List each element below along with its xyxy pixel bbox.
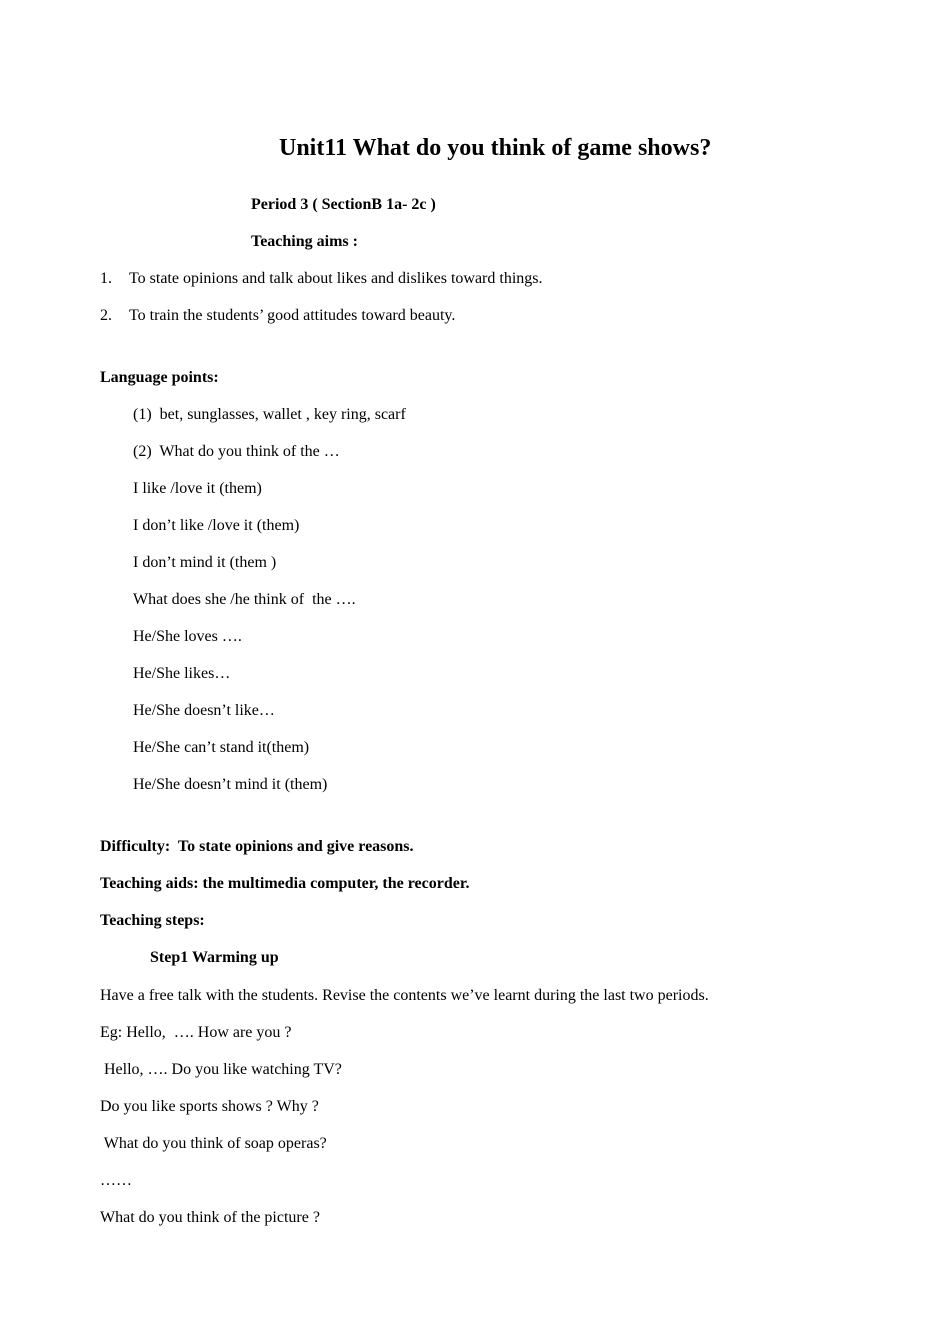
step1-line: Eg: Hello, …. How are you ? [100, 1024, 292, 1041]
language-points-heading: Language points: [100, 369, 219, 386]
language-point: He/She doesn’t like… [133, 702, 275, 719]
document-title: Unit11 What do you think of game shows? [279, 135, 712, 161]
language-point: (1) bet, sunglasses, wallet , key ring, scarf [133, 406, 406, 423]
step1-heading: Step1 Warming up [150, 949, 279, 966]
teaching-aims-heading: Teaching aims : [251, 233, 358, 250]
language-point: I don’t like /love it (them) [133, 517, 300, 534]
language-point: I don’t mind it (them ) [133, 554, 277, 571]
aim-item [100, 269, 543, 289]
teaching-aids: Teaching aids: the multimedia computer, the recorder. [100, 875, 470, 892]
aim-text: To state opinions and talk about likes and dislikes toward things. [129, 270, 543, 287]
step1-line: What do you think of soap operas? [100, 1135, 327, 1152]
step1-line: What do you think of the picture ? [100, 1209, 320, 1226]
teaching-steps-heading: Teaching steps: [100, 912, 205, 929]
step1-line: …… [100, 1172, 132, 1189]
language-point: He/She loves …. [133, 628, 242, 645]
language-point: He/She can’t stand it(them) [133, 739, 310, 756]
language-point: He/She likes… [133, 665, 231, 682]
step1-line: Have a free talk with the students. Revise the contents we’ve learnt during the last two periods. [100, 987, 709, 1004]
language-point: (2) What do you think of the … [133, 443, 340, 460]
period-heading: Period 3 ( SectionB 1a- 2c ) [251, 196, 436, 213]
language-point: What does she /he think of the …. [133, 591, 356, 608]
language-point: He/She doesn’t mind it (them) [133, 776, 328, 793]
difficulty: Difficulty: To state opinions and give reasons. [100, 838, 414, 855]
aim-number: 1. [100, 270, 112, 287]
step1-line: Do you like sports shows ? Why ? [100, 1098, 319, 1115]
aim-text: To train the students’ good attitudes toward beauty. [129, 307, 456, 324]
aim-item [100, 306, 455, 326]
language-point: I like /love it (them) [133, 480, 262, 497]
step1-line: Hello, …. Do you like watching TV? [100, 1061, 342, 1078]
aim-number: 2. [100, 307, 112, 324]
